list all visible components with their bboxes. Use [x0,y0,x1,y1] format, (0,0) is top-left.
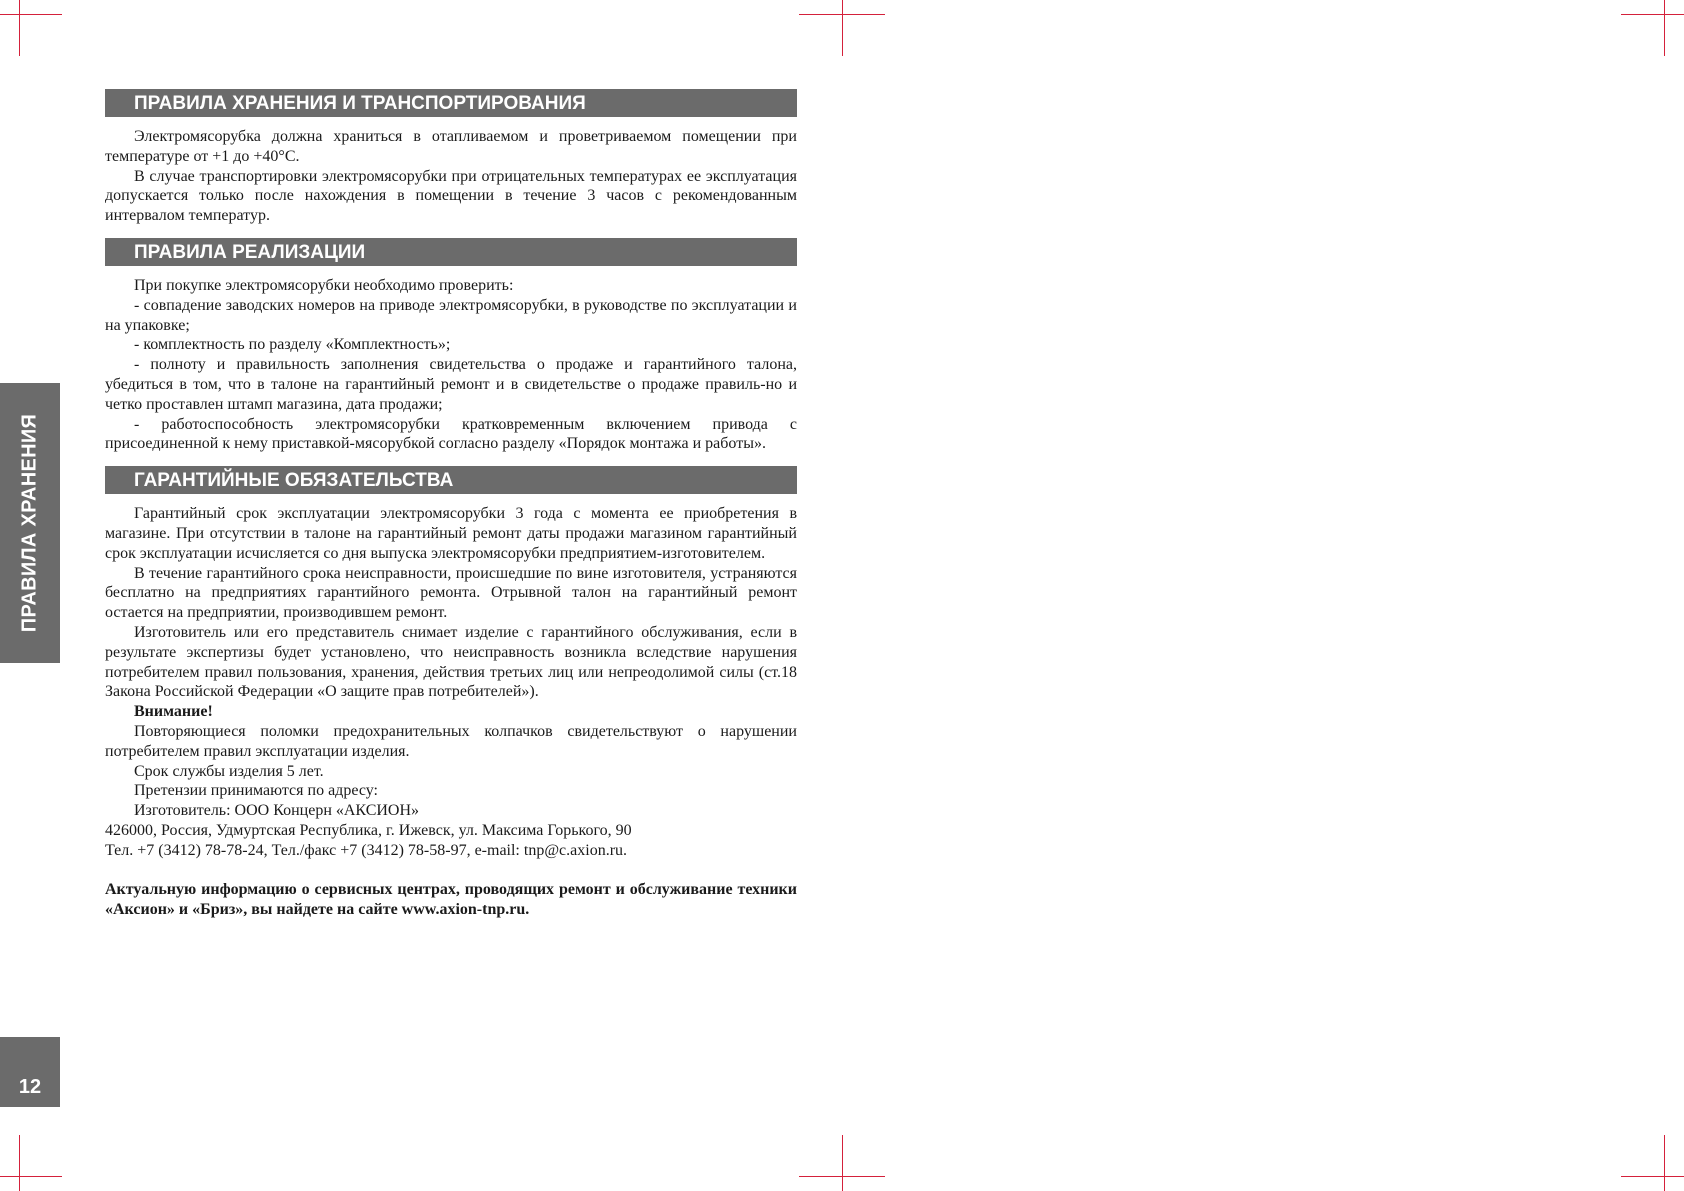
paragraph: Повторяющиеся поломки предохранительных колпачков свидетельствуют о нарушении потребителем правил эксплуатации изделия. [105,722,797,760]
section-heading-storage: ПРАВИЛА ХРАНЕНИЯ И ТРАНСПОРТИРОВАНИЯ [105,89,797,117]
crop-mark [0,14,62,15]
page-number [0,1037,60,1107]
crop-mark [1664,1135,1665,1191]
text-column [105,89,797,920]
paragraph: - работоспособность электромясорубки кратковременным включением привода с присоединенной к нему приставкой-мясорубкой согласно разделу «Порядок монтажа и работы». [105,415,797,453]
section-heading-sales: ПРАВИЛА РЕАЛИЗАЦИИ [105,238,797,266]
paragraph: Изготовитель или его представитель снимает изделие с гарантийного обслуживания, если в результате экспертизы будет установлено, что неисправность возникла вследствие нарушения потребителем правил пользования, хранения, действия третьих лиц или непреодолимой силы (ст.18 Закона Российской Федерации «О защите прав потребителей»). [105,623,797,701]
paragraph: Претензии принимаются по адресу: [134,782,378,800]
paragraph: Гарантийный срок эксплуатации электромясорубки 3 года с момента ее приобретения в магазине. При отсутствии в талоне на гарантийный ремонт даты продажи магазином гарантийный срок эксплуатации исчисляется со дня выпуска электромясорубки предприятием-изготовителем. [105,505,797,562]
crop-mark [0,1176,62,1177]
crop-mark [842,1135,843,1191]
crop-mark [19,1135,20,1191]
side-tab-label: ПРАВИЛА ХРАНЕНИЯ [18,413,41,633]
crop-mark [1621,1176,1684,1177]
crop-mark [19,0,20,56]
paragraph: - полноту и правильность заполнения свидетельства о продаже и гарантийного талона, убедиться в том, что в талоне на гарантийный ремонт и в свидетельстве о продаже правиль-но и четко проставлен штамп магазина, дата продажи; [105,356,797,413]
crop-mark [1664,0,1665,56]
service-centers-note: Актуальную информацию о сервисных центрах, проводящих ремонт и обслуживание техники «Аксион» и «Бриз», вы найдете на сайте www.axion-tnp.ru. [105,881,797,919]
paragraph: В течение гарантийного срока неисправности, происшедшие по вине изготовителя, устраняются бесплатно на предприятиях гарантийного ремонта. Отрывной талон на гарантийный ремонт остается на предприятии, производившем ремонт. [105,564,797,622]
crop-mark [842,0,843,56]
manufacturer-name: Изготовитель: ООО Концерн «АКСИОН» [134,802,420,820]
paragraph: - совпадение заводских номеров на приводе электромясорубки, в руководстве по эксплуатации и на упаковке; [105,296,797,334]
paragraph: - комплектность по разделу «Комплектность»; [134,336,451,354]
section-heading-warranty: ГАРАНТИЙНЫЕ ОБЯЗАТЕЛЬСТВА [105,466,797,494]
paragraph: Срок службы изделия 5 лет. [134,762,324,780]
manufacturer-address: 426000, Россия, Удмуртская Республика, г. Ижевск, ул. Максима Горького, 90 [105,821,632,839]
warning-heading: Внимание! [134,703,213,721]
side-tab [0,383,60,663]
manufacturer-contacts: Тел. +7 (3412) 78-78-24, Тел./факс +7 (3412) 78-58-97, e-mail: tnp@c.axion.ru. [105,841,628,859]
paragraph: При покупке электромясорубки необходимо проверить: [134,276,514,294]
crop-mark [1621,14,1684,15]
paragraph: Электромясорубка должна храниться в отапливаемом и проветриваемом помещении при температуре от +1 до +40°С. [105,128,797,165]
page-number-label: 12 [18,1076,42,1098]
paragraph: В случае транспортировки электромясорубки при отрицательных температурах ее эксплуатация допускается только после нахождения в помещении в течение 3 часов с рекомендованным интервалом температур. [105,167,797,225]
